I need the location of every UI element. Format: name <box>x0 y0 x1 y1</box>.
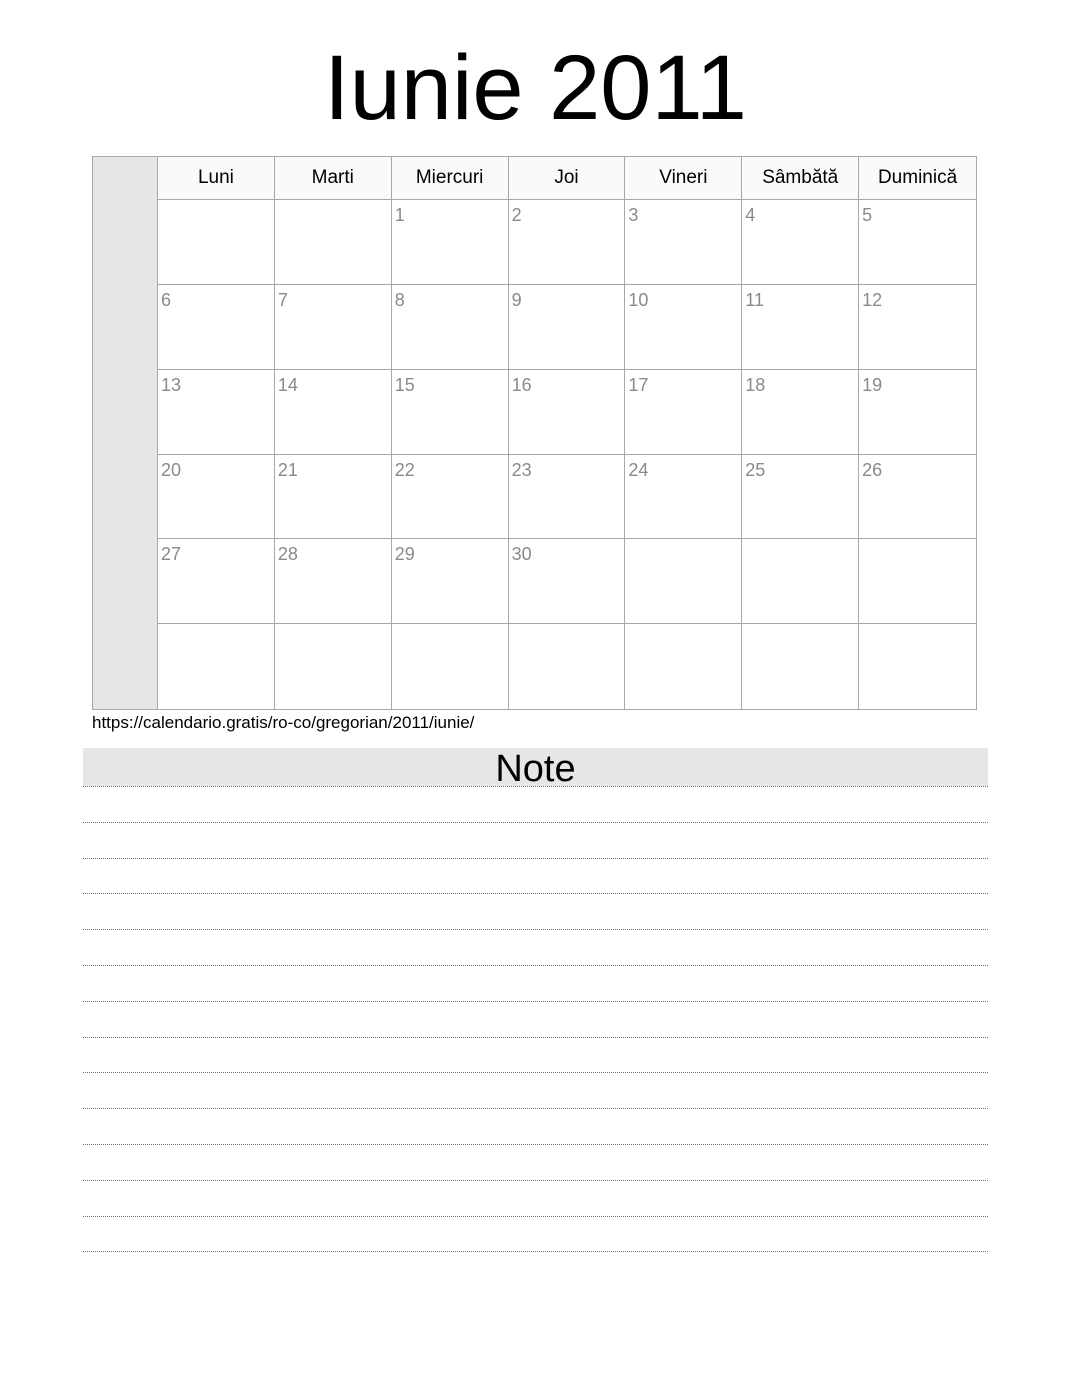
day-cell <box>859 455 976 540</box>
day-number: 1 <box>394 205 405 225</box>
day-number: 8 <box>394 289 405 310</box>
weekday-header: Sâmbătă <box>742 157 859 200</box>
day-number: 5 <box>862 205 873 225</box>
day-cell <box>859 539 976 624</box>
day-number: 27 <box>161 544 182 565</box>
day-number: 4 <box>745 205 756 225</box>
day-cell <box>275 624 392 709</box>
day-number: 21 <box>277 459 298 480</box>
day-cell <box>392 539 509 624</box>
note-line <box>83 1037 988 1038</box>
day-cell <box>509 624 626 709</box>
day-number: 19 <box>862 374 883 395</box>
weekday-header: Duminică <box>859 157 976 200</box>
day-number: 10 <box>628 289 649 310</box>
day-cell <box>859 370 976 455</box>
note-line <box>83 1251 988 1252</box>
weekday-header: Vineri <box>625 157 742 200</box>
day-number: 7 <box>277 289 288 310</box>
note-line <box>83 1001 988 1002</box>
day-cell <box>509 539 626 624</box>
day-cell <box>625 539 742 624</box>
day-number: 9 <box>511 289 522 310</box>
notes-title: Note <box>83 748 988 786</box>
note-line <box>83 1072 988 1073</box>
note-line <box>83 786 988 787</box>
weekday-header: Joi <box>509 157 626 200</box>
note-line <box>83 965 988 966</box>
note-line <box>83 858 988 859</box>
note-line <box>83 1216 988 1217</box>
day-cell <box>742 455 859 540</box>
day-cell <box>158 455 275 540</box>
day-number: 26 <box>862 459 883 480</box>
day-cell <box>392 624 509 709</box>
calendar-title: Iunie 2011 <box>324 37 747 139</box>
day-cell <box>859 200 976 285</box>
day-number: 18 <box>745 374 766 395</box>
note-line <box>83 1180 988 1181</box>
day-cell <box>392 200 509 285</box>
day-cell <box>275 455 392 540</box>
note-line <box>83 1144 988 1145</box>
day-cell <box>625 624 742 709</box>
day-number: 14 <box>277 374 298 395</box>
day-cell <box>392 370 509 455</box>
day-cell <box>742 624 859 709</box>
weekday-header: Luni <box>158 157 275 200</box>
day-number: 12 <box>862 289 883 310</box>
weekday-header: Marti <box>275 157 392 200</box>
day-cell <box>275 200 392 285</box>
source-url: https://calendario.gratis/ro-co/gregorian/2011/iunie/ <box>92 713 475 732</box>
day-cell <box>275 370 392 455</box>
day-cell <box>625 285 742 370</box>
day-number: 17 <box>628 374 649 395</box>
day-number: 23 <box>511 459 532 480</box>
day-number: 24 <box>628 459 649 480</box>
day-cell <box>275 285 392 370</box>
day-number: 2 <box>511 205 522 225</box>
day-cell <box>509 200 626 285</box>
day-number: 28 <box>277 544 298 565</box>
day-cell <box>625 200 742 285</box>
day-number: 11 <box>745 289 764 310</box>
calendar-grid <box>92 156 977 710</box>
day-cell <box>392 285 509 370</box>
note-line <box>83 822 988 823</box>
note-line <box>83 929 988 930</box>
day-cell <box>509 285 626 370</box>
day-cell <box>742 370 859 455</box>
day-cell <box>625 370 742 455</box>
day-cell <box>742 285 859 370</box>
day-number: 25 <box>745 459 766 480</box>
note-line <box>83 893 988 894</box>
day-cell <box>158 370 275 455</box>
day-cell <box>859 285 976 370</box>
day-number: 3 <box>628 205 639 225</box>
note-line <box>83 1108 988 1109</box>
day-number: 29 <box>394 544 415 565</box>
day-cell <box>742 539 859 624</box>
day-cell <box>859 624 976 709</box>
day-cell <box>742 200 859 285</box>
day-number: 13 <box>161 374 182 395</box>
day-number: 20 <box>161 459 182 480</box>
day-number: 22 <box>394 459 415 480</box>
day-cell <box>158 539 275 624</box>
day-cell <box>509 370 626 455</box>
day-cell <box>392 455 509 540</box>
day-number: 30 <box>511 544 532 565</box>
day-number: 15 <box>394 374 415 395</box>
week-number-column <box>93 157 158 709</box>
day-number: 6 <box>161 289 172 310</box>
day-cell <box>625 455 742 540</box>
weekday-header: Miercuri <box>392 157 509 200</box>
day-cell <box>158 285 275 370</box>
day-cell <box>509 455 626 540</box>
day-cell <box>158 200 275 285</box>
day-cell <box>158 624 275 709</box>
day-number: 16 <box>511 374 532 395</box>
day-cell <box>275 539 392 624</box>
